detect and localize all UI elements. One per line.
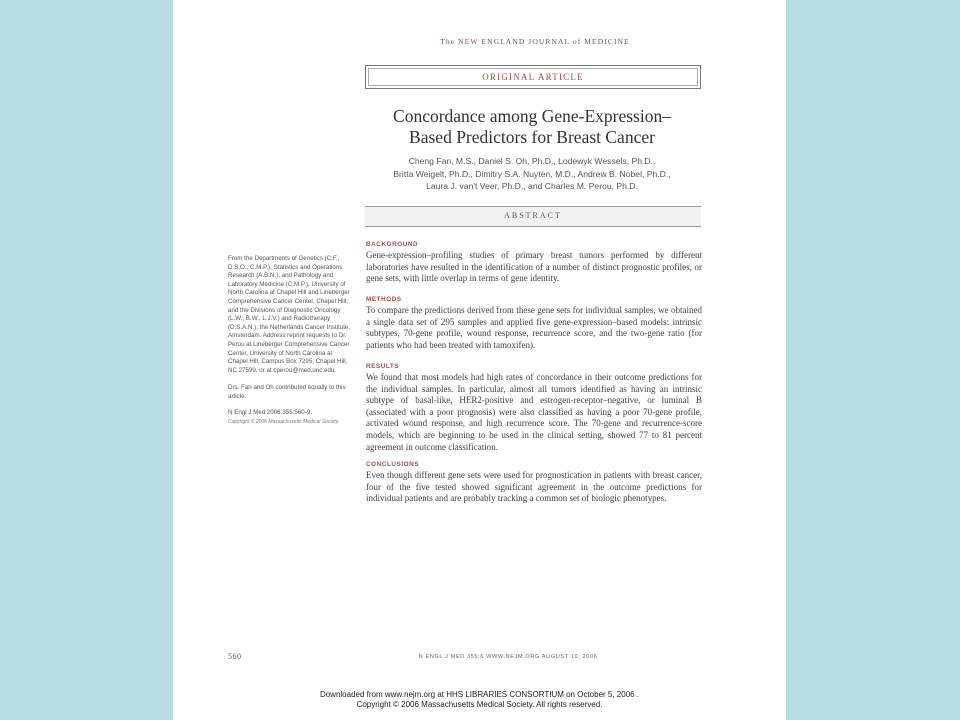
citation: N Engl J Med 2006;355:560-9. <box>228 409 312 416</box>
results-heading: RESULTS <box>366 363 400 370</box>
article-page <box>173 0 786 720</box>
abstract-heading: ABSTRACT <box>504 211 562 220</box>
affiliations: From the Departments of Genetics (C.F., D.S.O., C.M.P.), Statistics and Operations Research (A.B.N.), and Pathology and Laboratory Medicine (C.M.P.), University of North Carolina at Chapel Hill and Lineberger Comprehensive Cancer Center, Chapel Hill; and the Divisions of Diagnostic Oncology (L.W., B.W., L.J.V.) and Radiotherapy (D.S.A.N.), the Netherlands Cancer Institute, Amsterdam. Address reprint requests to Dr. Perou at Lineberger Comprehensive Cancer Center, University of North Carolina at Chapel Hill, Campus Box 7295, Chapel Hill, NC 27599, or at cperou@med.unc.edu. <box>228 255 351 374</box>
title-line-1: Concordance among Gene-Expression– <box>393 106 671 126</box>
article-type-label: ORIGINAL ARTICLE <box>482 72 584 82</box>
article-title <box>365 106 699 148</box>
background-heading: BACKGROUND <box>366 241 419 248</box>
copyright-notice: Copyright © 2006 Massachusetts Medical Society. All rights reserved. <box>356 700 603 709</box>
title-line-2: Based Predictors for Breast Cancer <box>409 127 655 147</box>
author-list <box>365 155 699 193</box>
authors-line-3: Laura J. van't Veer, Ph.D., and Charles M. Perou, Ph.D. <box>426 181 638 191</box>
journal-header: The NEW ENGLAND JOURNAL of MEDICINE <box>440 37 630 46</box>
authors-line-2: Britta Weigelt, Ph.D., Dimitry S.A. Nuyten, M.D., Andrew B. Nobel, Ph.D., <box>393 168 671 179</box>
contribution-note: Drs. Fan and Oh contributed equally to this article. <box>228 384 346 400</box>
conclusions-text: Even though different gene sets were used for prognostication in patients with breast cancer, four of the five tested showed significant agreement in the outcome predictions for individual patients and are probably tracking a common set of biologic phenotypes. <box>366 470 702 504</box>
results-text: We found that most models had high rates of concordance in their outcome predictions for the individual samples. In particular, almost all tumors identified as having an intrinsic subtype of basal-like, HER2-positive and estrogen-receptor–negative, or luminal B (associated with a poor prognosis) were also classified as having a poor 70-gene profile, activated wound response, and high recurrence score. The 70-gene and recurrence-score models, which are beginning to be used in the clinical setting, showed 77 to 81 percent agreement in outcome classification. <box>366 372 702 452</box>
methods-heading: METHODS <box>366 296 402 303</box>
page-number: 560 <box>228 652 242 661</box>
methods-text: To compare the predictions derived from these gene sets for individual samples, we obtained a single data set of 295 samples and applied five gene-expression–based models: intrinsic subtypes, 70-gene profile, wound response, recurrence score, and the two-gene ratio (for patients who had been treated with tamoxifen). <box>366 305 702 350</box>
abstract-bar <box>365 206 701 227</box>
authors-line-1: Cheng Fan, M.S., Daniel S. Oh, Ph.D., Lodewyk Wessels, Ph.D., <box>408 156 656 166</box>
running-footer: N ENGL J MED 355;6 WWW.NEJM.ORG AUGUST 10, 2006 <box>418 654 598 660</box>
conclusions-heading: CONCLUSIONS <box>366 461 420 468</box>
background-text: Gene-expression–profiling studies of primary breast tumors performed by different laboratories have resulted in the identification of a number of distinct prognostic profiles, or gene sets, with little overlap in terms of gene identity. <box>366 250 702 284</box>
sidebar-copyright: Copyright © 2006 Massachusetts Medical Society. <box>228 419 340 425</box>
download-notice: Downloaded from www.nejm.org at HHS LIBRARIES CONSORTIUM on October 5, 2006 . <box>319 690 640 699</box>
article-type-box <box>365 65 701 89</box>
